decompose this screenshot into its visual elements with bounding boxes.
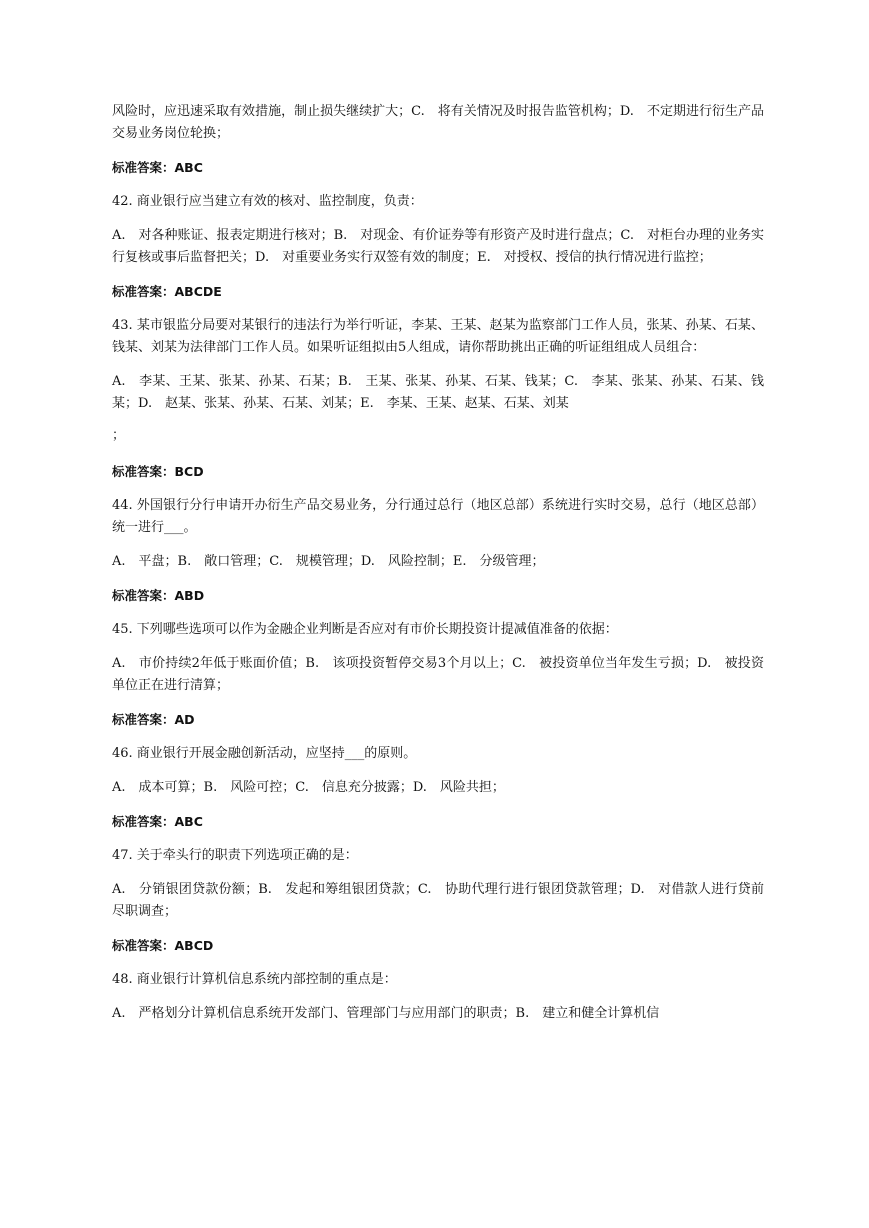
question-46-options: A. 成本可算；B. 风险可控；C. 信息充分披露；D. 风险共担； bbox=[112, 780, 505, 795]
standard-answer: 标准答案：BCD bbox=[112, 464, 204, 479]
document-page bbox=[112, 101, 764, 1037]
question-42-stem: 42. 商业银行应当建立有效的核对、监控制度，负责： bbox=[112, 194, 423, 209]
question-48-options: A. 严格划分计算机信息系统开发部门、管理部门与应用部门的职责；B. 建立和健全计算机信 bbox=[112, 1006, 660, 1021]
standard-answer: 标准答案：ABC bbox=[112, 814, 203, 829]
question-45-stem: 45. 下列哪些选项可以作为金融企业判断是否应对有市价长期投资计提减值准备的依据： bbox=[112, 622, 618, 637]
standard-answer: 标准答案：AD bbox=[112, 712, 195, 727]
question-46-stem: 46. 商业银行开展金融创新活动，应坚持___的原则。 bbox=[112, 746, 417, 761]
standard-answer: 标准答案：ABD bbox=[112, 588, 205, 603]
question-42-options: A. 对各种账证、报表定期进行核对；B. 对现金、有价证券等有形资产及时进行盘点；C. 对柜台办理的业务实行复核或事后监督把关；D. 对重要业务实行双签有效的制度；E. 对授权、授信的执行情况进行监控； bbox=[112, 228, 764, 265]
question-43-options: A. 李某、王某、张某、孙某、石某；B. 王某、张某、孙某、石某、钱某；C. 李某、张某、孙某、石某、钱某；D. 赵某、张某、孙某、石某、刘某；E. 李某、王某、赵某、石某、刘某 bbox=[112, 374, 764, 411]
question-44-stem: 44. 外国银行分行申请开办衍生产品交易业务，分行通过总行（地区总部）系统进行实时交易，总行（地区总部）统一进行___。 bbox=[112, 498, 764, 535]
question-48-stem: 48. 商业银行计算机信息系统内部控制的重点是： bbox=[112, 972, 397, 987]
question-47-options: A. 分销银团贷款份额；B. 发起和筹组银团贷款；C. 协助代理行进行银团贷款管理；D. 对借款人进行贷前尽职调查； bbox=[112, 882, 764, 919]
question-45-options: A. 市价持续2年低于账面价值；B. 该项投资暂停交易3个月以上；C. 被投资单位当年发生亏损；D. 被投资单位正在进行清算； bbox=[112, 656, 764, 693]
standard-answer: 标准答案：ABC bbox=[112, 160, 203, 175]
standard-answer: 标准答案：ABCD bbox=[112, 938, 214, 953]
continued-options: 风险时，应迅速采取有效措施，制止损失继续扩大；C. 将有关情况及时报告监管机构；D. 不定期进行衍生产品交易业务岗位轮换； bbox=[112, 104, 764, 141]
stray-semicolon: ； bbox=[112, 428, 126, 443]
standard-answer: 标准答案：ABCDE bbox=[112, 284, 222, 299]
question-43-stem: 43. 某市银监分局要对某银行的违法行为举行听证，李某、王某、赵某为监察部门工作人员，张某、孙某、石某、钱某、刘某为法律部门工作人员。如果听证组拟由5人组成，请你帮助挑出正确的听证组组成人员组合： bbox=[112, 318, 764, 355]
question-47-stem: 47. 关于牵头行的职责下列选项正确的是： bbox=[112, 848, 358, 863]
question-44-options: A. 平盘；B. 敞口管理；C. 规模管理；D. 风险控制；E. 分级管理； bbox=[112, 554, 545, 569]
